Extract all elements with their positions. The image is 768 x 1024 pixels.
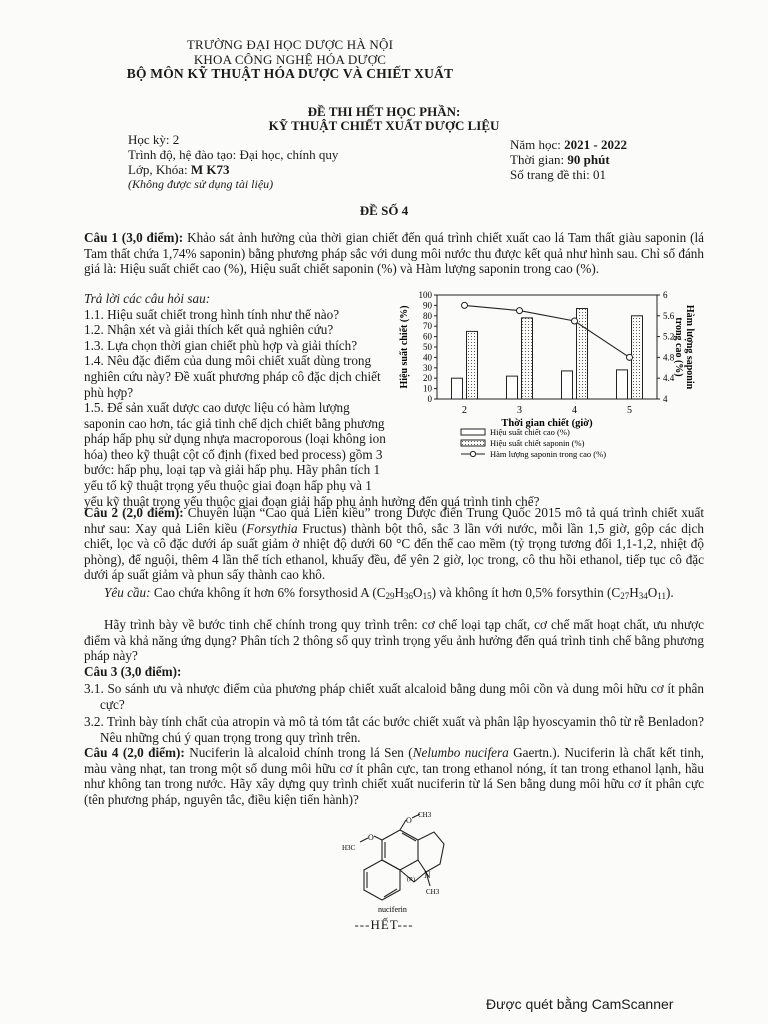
y-tick-label: 80 (423, 310, 432, 321)
structure-n: N (424, 870, 431, 880)
question-2: Câu 2 (2,0 điểm): Chuyên luận “Cao quả Liên kiều” trong Dược điển Trung Quốc 2015 mô tả quá trình chiết xuất như sau: Xay quả Liên kiều (Forsythia Fructus) thành bột thô, sắc 3 lần với nước, mỗi lần 1,5 giờ, gộp các dịch chiết, lọc và cô đặc dưới áp suất giảm ở nhiệt độ dưới 60 °C đến thể cao mềm (tỷ trọng tương đối 1,1-1,2, nhiệt độ phòng), để nguội, thêm 4 lần thể tích ethanol, khuấy đều, để yên 2 giờ, lọc trong, cô thu hồi ethanol, tiếp tục cô đặc dưới áp suất giảm và phun sấy thành cao khô. (84, 505, 705, 583)
question-3-2: 3.2. Trình bày tính chất của atropin và mô tả tóm tắt các bước chiết xuất và phân lập hyoscyamin thô từ rễ Benladon? Nêu những chú ý quan trọng trong quy trình trên. (84, 714, 704, 745)
y-tick-label: 40 (423, 352, 432, 363)
structure-ch3-top: CH3 (418, 811, 432, 819)
extraction-chart (395, 287, 705, 472)
y-axis-label: Hiệu suất chiết (%) (399, 305, 410, 389)
question-3-head: Câu 3 (3,0 điểm): (84, 664, 182, 679)
end-marker: ---HẾT--- (354, 917, 414, 932)
scanner-watermark: Được quét bằng CamScanner (486, 996, 674, 1012)
legend-swatch-extract (461, 429, 485, 435)
question-1-4: 1.4. Nêu đặc điểm của dung môi chiết xuất dùng trong nghiên cứu này? Đề xuất phương pháp cô đặc dịch chiết phù hợp? (84, 353, 381, 400)
structure-o-left: O (368, 833, 374, 842)
answer-instruction: Trả lời các câu hỏi sau: (84, 291, 211, 306)
question-1-intro: Câu 1 (3,0 điểm): Khảo sát ảnh hưởng của thời gian chiết đến quá trình chiết xuất cao lá Tam thất giàu saponin (lá Tam thất chứa 1,74% saponin) bằng phương pháp sắc với dung môi nước thu được kết quả như hình sau. Chỉ số đánh giá là: Hiệu suất chiết cao (%), Hiệu suất chiết saponin (%) và Hàm lượng saponin trong cao (%). (84, 230, 704, 277)
y-right-tick-label: 4.4 (663, 373, 675, 384)
y-tick-label: 90 (423, 300, 432, 311)
y-tick-label: 30 (423, 362, 432, 373)
bar-saponin-yield (467, 331, 478, 399)
question-1-1: 1.1. Hiệu suất chiết trong hình tính như thế nào? (84, 306, 340, 322)
page-count: Số trang đề thi: 01 (510, 167, 607, 182)
bar-extract-yield (617, 370, 628, 399)
department-name: BỘ MÔN KỸ THUẬT HÓA DƯỢC VÀ CHIẾT XUẤT (126, 66, 454, 81)
point-saponin-content (627, 354, 633, 360)
legend-label-content: Hàm lượng saponin trong cao (%) (490, 449, 607, 459)
bar-extract-yield (562, 371, 573, 399)
x-tick-label: 3 (517, 405, 522, 416)
question-2-task: Hãy trình bày về bước tinh chế chính trong quy trình trên: cơ chế loại tạp chất, cơ chế mất hoạt chất, ưu nhược điểm và khả năng ứng dụng? Phân tích 2 thông số quy trình trọng yếu ảnh hưởng đến quá trình tinh chế bằng phương pháp này? (84, 617, 704, 664)
y-tick-label: 10 (423, 383, 432, 394)
question-1-items (84, 291, 390, 400)
legend-label-saponin: Hiệu suất chiết saponin (%) (490, 438, 585, 448)
structure-o-top: O (406, 816, 412, 825)
exam-title-1: ĐỀ THI HẾT HỌC PHẦN: (307, 104, 461, 119)
question-1-5-text: 1.5. Để sản xuất dược cao dược liệu có hàm lượng saponin cao hơn, tác giả tinh chế dịch chiết bằng phương pháp hấp phụ sử dụng nhựa macroporous (loại không ion hóa) theo kỹ thuật cột cố định (fixed bed process) gồm 3 bước: hấp phụ, loại tạp và giải hấp phụ. Hãy phân tích 1 yếu tố kỹ thuật trọng yếu thuộc giai đoạn hấp phụ và 1 yếu kỹ thuật trọng yếu thuộc giai đoạn giải hấp phụ ảnh hưởng đến quá trình tinh chế? (84, 400, 540, 509)
question-4: Câu 4 (2,0 điểm): Nuciferin là alcaloid chính trong lá Sen (Nelumbo nucifera Gaertn.). Nuciferin là chất kết tinh, màu vàng nhạt, tan trong một số dung môi hữu cơ ít phân cực, tan trong ethanol nóng, ít tan trong ethanol lạnh, hầu như không tan trong nước. Hãy xây dựng quy trình chiết xuất nuciferin từ lá Sen bằng dung môi hữu cơ ít phân cực (tên phương pháp, nguyên tắc, điều kiện tiến hành)? (84, 745, 704, 807)
structure-ch3-n: CH3 (426, 888, 440, 896)
point-saponin-content (462, 302, 468, 308)
y-tick-label: 50 (423, 342, 432, 352)
y-tick-label: 20 (423, 373, 432, 384)
y-right-tick-label: 4 (663, 394, 668, 404)
line-saponin-content (465, 305, 630, 357)
no-materials-note: (Không được sử dụng tài liệu) (128, 177, 274, 191)
university-name: TRƯỜNG ĐẠI HỌC DƯỢC HÀ NỘI (186, 37, 394, 52)
bar-extract-yield (507, 376, 518, 399)
question-2-requirement: Yêu cầu: Cao chứa không ít hơn 6% forsythosid A $(C_{29}H_{36}O_{15})$ và không ít hơn 0,5% forsythin $(C_{27}H_{34}O_{11})$. (104, 585, 674, 601)
class-info: Lớp, Khóa: M K73 (128, 162, 230, 177)
y-right-tick-label: 5.6 (663, 310, 675, 321)
y-tick-label: 0 (427, 394, 432, 404)
legend-label-extract: Hiệu suất chiết cao (%) (490, 427, 570, 437)
semester: Học kỳ: 2 (128, 132, 180, 147)
legend-swatch-saponin (461, 440, 485, 446)
point-saponin-content (517, 308, 523, 314)
y-right-axis-label-1: Hàm lượng saponin (684, 304, 695, 390)
structure-h3c: H3C (342, 844, 356, 852)
x-axis-label: Thời gian chiết (giờ) (501, 418, 593, 429)
x-tick-label: 4 (572, 405, 577, 416)
bar-saponin-yield (577, 309, 588, 399)
bar-saponin-yield (522, 318, 533, 399)
x-tick-label: 5 (627, 405, 632, 416)
legend-swatch-content-marker (470, 451, 475, 456)
structure-r: (R) (407, 877, 415, 883)
y-right-tick-label: 5.2 (663, 331, 675, 342)
exam-code: ĐỀ SỐ 4 (359, 203, 409, 218)
exam-title-2: KỸ THUẬT CHIẾT XUẤT DƯỢC LIỆU (268, 118, 500, 133)
y-tick-label: 100 (418, 290, 432, 300)
y-right-tick-label: 6 (663, 290, 668, 300)
nuciferin-structure (340, 808, 460, 918)
structure-name: nuciferin (378, 905, 407, 914)
y-right-axis-label-2: trong cao (%) (673, 317, 684, 377)
bar-extract-yield (452, 378, 463, 399)
y-right-tick-label: 4.8 (663, 352, 675, 363)
question-3-1: 3.1. So sánh ưu và nhược điểm của phương pháp chiết xuất alcaloid bằng dung môi cồn và dung môi hữu cơ ít phân cực? (84, 681, 704, 712)
question-1-3: 1.3. Lựa chọn thời gian chiết phù hợp và giải thích? (84, 337, 358, 353)
y-tick-label: 70 (423, 321, 432, 332)
exam-duration: Thời gian: 90 phút (510, 152, 610, 167)
point-saponin-content (572, 318, 578, 324)
x-tick-label: 2 (462, 405, 467, 416)
bar-saponin-yield (632, 316, 643, 399)
y-tick-label: 60 (423, 331, 432, 342)
faculty-name: KHOA CÔNG NGHỆ HÓA DƯỢC (193, 52, 387, 67)
school-year: Năm học: 2021 - 2022 (510, 137, 627, 152)
question-1-2: 1.2. Nhận xét và giải thích kết quả nghiên cứu? (84, 322, 334, 338)
training-level: Trình độ, hệ đào tạo: Đại học, chính quy (128, 147, 339, 162)
